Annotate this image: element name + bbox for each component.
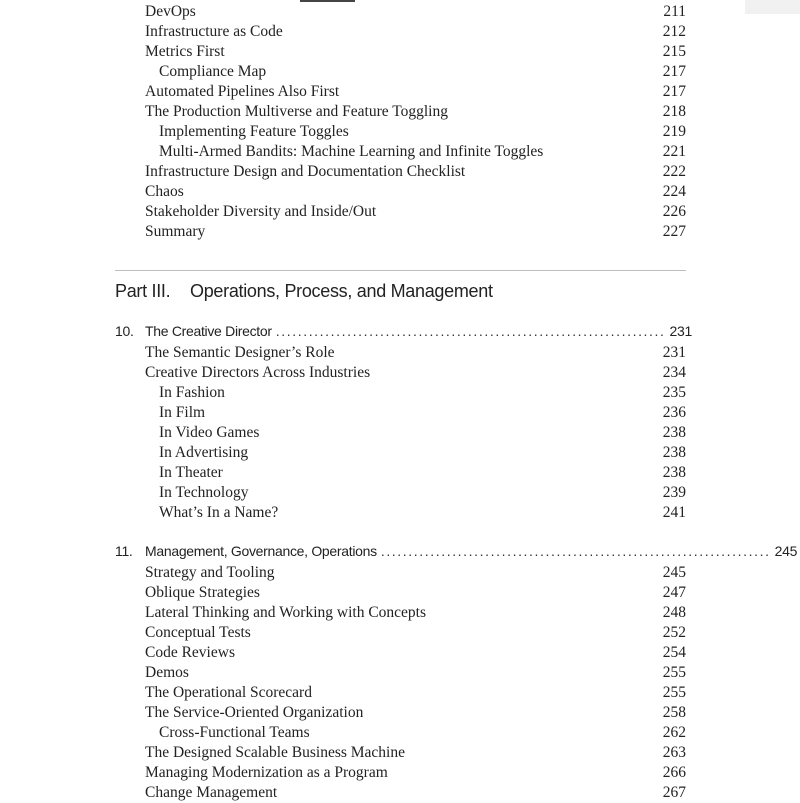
chapter-title: The Creative Director <box>145 323 272 339</box>
toc-entry-title: In Technology <box>159 484 249 501</box>
chapter-10-heading[interactable] <box>115 321 692 341</box>
toc-entry-page: 262 <box>662 724 686 741</box>
toc-entry-title: In Film <box>159 404 206 421</box>
toc-entry[interactable] <box>145 22 686 42</box>
part-title: Operations, Process, and Management <box>190 281 493 301</box>
toc-entry[interactable] <box>145 783 686 803</box>
toc-entry[interactable] <box>145 603 686 623</box>
toc-entry-page: 236 <box>662 404 686 421</box>
toc-entry-page: 227 <box>662 223 686 240</box>
toc-entry[interactable] <box>159 483 686 503</box>
toc-entry-title: Automated Pipelines Also First <box>145 83 340 100</box>
toc-entry-title: The Semantic Designer’s Role <box>145 344 335 361</box>
toc-entry-page: 238 <box>662 444 686 461</box>
toc-entry-title: Implementing Feature Toggles <box>159 123 349 140</box>
toc-entry-page: 255 <box>662 684 686 701</box>
toc-entry-page: 218 <box>662 103 686 120</box>
part-divider <box>115 270 686 271</box>
toc-entry-title: In Theater <box>159 464 223 481</box>
toc-entry-page: 258 <box>662 704 686 721</box>
toc-entry-title: Oblique Strategies <box>145 584 260 601</box>
toc-entry[interactable] <box>145 222 686 242</box>
part-heading <box>115 279 493 303</box>
toc-entry-page: 254 <box>662 644 686 661</box>
toc-entry-title: Compliance Map <box>159 63 267 80</box>
toc-entry-title: Conceptual Tests <box>145 624 251 641</box>
toc-entry[interactable] <box>145 563 686 583</box>
chapter-number: 10. <box>115 323 134 339</box>
toc-entry-page: 226 <box>662 203 686 220</box>
toc-entry-title: Stakeholder Diversity and Inside/Out <box>145 203 377 220</box>
toc-entry[interactable] <box>145 162 686 182</box>
toc-entry-page: 231 <box>662 344 686 361</box>
dot-leader: ....................................................................... <box>275 323 666 339</box>
toc-entry[interactable] <box>145 102 686 122</box>
toc-entry[interactable] <box>145 182 686 202</box>
toc-entry-page: 245 <box>662 564 686 581</box>
toc-entry[interactable] <box>145 683 686 703</box>
toc-entry[interactable] <box>159 423 686 443</box>
toc-entry-page: 217 <box>662 83 686 100</box>
toc-entry[interactable] <box>145 703 686 723</box>
toc-entry[interactable] <box>145 643 686 663</box>
toc-entry[interactable] <box>159 62 686 82</box>
part-number: Part III. <box>115 281 171 301</box>
toc-entry-page: 266 <box>662 764 686 781</box>
chapter-number: 11. <box>115 543 133 559</box>
toc-entry-title: The Designed Scalable Business Machine <box>145 744 405 761</box>
toc-entry[interactable] <box>159 723 686 743</box>
toc-entry-title: In Advertising <box>159 444 249 461</box>
toc-entry-page: 217 <box>662 63 686 80</box>
toc-entry-title: Demos <box>145 664 189 681</box>
toc-entry[interactable] <box>145 763 686 783</box>
toc-entry[interactable] <box>145 623 686 643</box>
toc-entry[interactable] <box>145 343 686 363</box>
toc-entry[interactable] <box>159 142 686 162</box>
toc-entry-title: Summary <box>145 223 206 240</box>
toc-entry-title: In Video Games <box>159 424 260 441</box>
toc-entry-page: 219 <box>662 123 686 140</box>
toc-entry-title: In Fashion <box>159 384 225 401</box>
toc-entry[interactable] <box>145 743 686 763</box>
toc-entry-title: Infrastructure as Code <box>145 23 283 40</box>
toc-entry[interactable] <box>159 463 686 483</box>
toc-entry-page: 241 <box>662 504 686 521</box>
toc-entry[interactable] <box>159 503 686 523</box>
toc-entry-page: 252 <box>662 624 686 641</box>
toc-entry-title: Lateral Thinking and Working with Concepts <box>145 604 427 621</box>
toc-entry[interactable] <box>145 663 686 683</box>
toc-entry[interactable] <box>159 122 686 142</box>
toc-entry-page: 211 <box>663 3 686 20</box>
toc-entry-title: The Operational Scorecard <box>145 684 312 701</box>
toc-entry-title: What’s In a Name? <box>159 504 279 521</box>
toc-entry[interactable] <box>145 2 686 22</box>
toc-entry-page: 212 <box>662 23 686 40</box>
toc-entry[interactable] <box>145 42 686 62</box>
toc-entry-page: 222 <box>662 163 686 180</box>
chapter-page: 245 <box>774 543 798 559</box>
toc-entry-page: 267 <box>662 784 686 801</box>
top-right-shade <box>745 0 800 14</box>
toc-entry-page: 238 <box>662 464 686 481</box>
toc-entry[interactable] <box>159 443 686 463</box>
toc-entry-title: Code Reviews <box>145 644 235 661</box>
toc-entry-page: 248 <box>662 604 686 621</box>
toc-entry-title: Change Management <box>145 784 278 801</box>
toc-entry-title: DevOps <box>145 3 196 20</box>
toc-entry-page: 215 <box>662 43 686 60</box>
toc-entry[interactable] <box>159 383 686 403</box>
toc-entry-page: 263 <box>662 744 686 761</box>
toc-entry-title: The Service-Oriented Organization <box>145 704 364 721</box>
toc-entry-page: 255 <box>662 664 686 681</box>
toc-entry-page: 235 <box>662 384 686 401</box>
toc-entry-title: Infrastructure Design and Documentation Checklist <box>145 163 466 180</box>
toc-entry-title: Managing Modernization as a Program <box>145 764 388 781</box>
toc-entry-title: Creative Directors Across Industries <box>145 364 371 381</box>
toc-entry[interactable] <box>145 202 686 222</box>
chapter-page: 231 <box>669 323 692 339</box>
toc-entry-title: Strategy and Tooling <box>145 564 275 581</box>
toc-entry-title: Multi-Armed Bandits: Machine Learning and Infinite Toggles <box>159 143 544 160</box>
toc-entry-page: 238 <box>662 424 686 441</box>
toc-entry-title: Chaos <box>145 183 184 200</box>
toc-entry-page: 247 <box>662 584 686 601</box>
toc-entry-page: 221 <box>662 143 686 160</box>
toc-entry[interactable] <box>159 403 686 423</box>
toc-entry-title: The Production Multiverse and Feature Toggling <box>145 103 448 120</box>
toc-entry-title: Metrics First <box>145 43 225 60</box>
chapter-title: Management, Governance, Operations <box>145 543 377 559</box>
dot-leader: ....................................................................... <box>380 543 771 559</box>
toc-entry-page: 224 <box>662 183 686 200</box>
toc-entry-page: 239 <box>662 484 686 501</box>
toc-entry-title: Cross-Functional Teams <box>159 724 310 741</box>
toc-entry[interactable] <box>145 363 686 383</box>
toc-entry[interactable] <box>145 82 686 102</box>
chapter-11-heading[interactable] <box>115 541 798 561</box>
toc-entry[interactable] <box>145 583 686 603</box>
toc-entry-page: 234 <box>662 364 686 381</box>
